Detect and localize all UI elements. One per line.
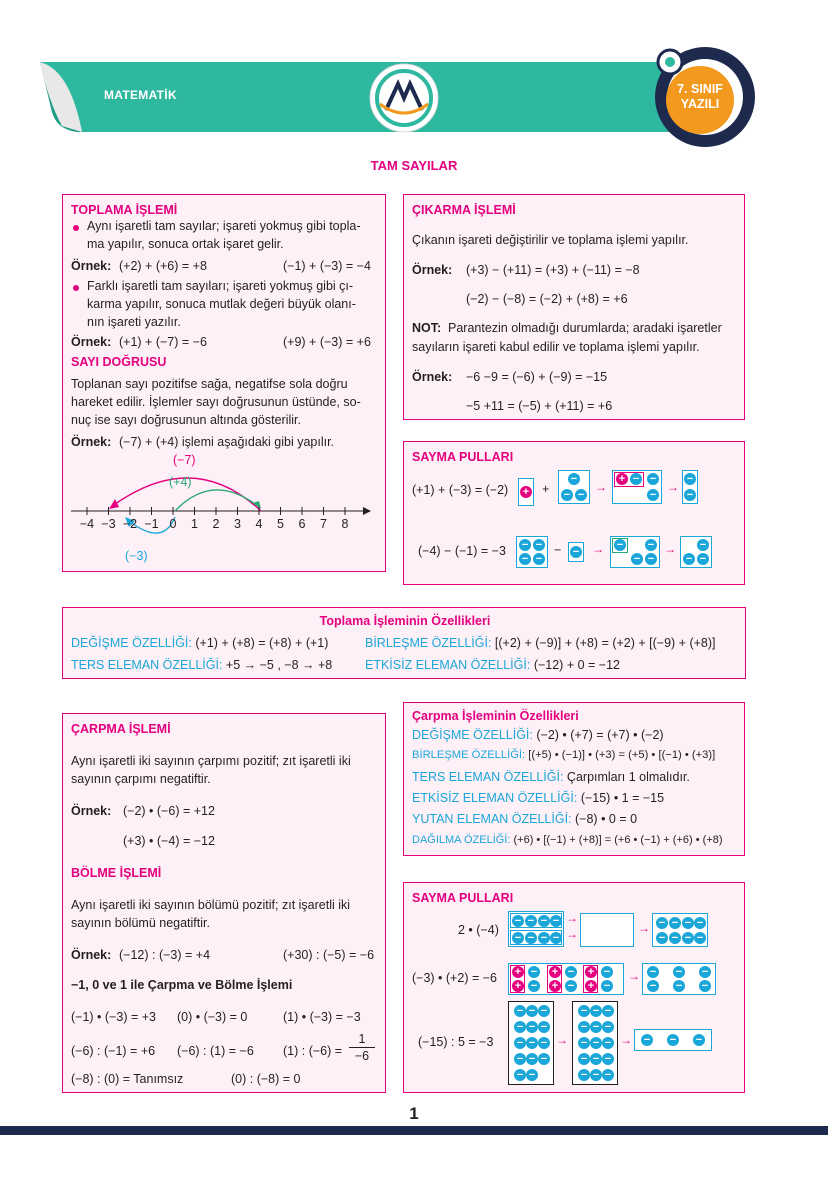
chip-box: − − − − − − − − − − − − − − − (572, 1001, 618, 1085)
dagilma-label: DAĞILMA ÖZELİĞİ: (412, 834, 511, 846)
chip-box: + + − − + + − − + + − − (508, 963, 624, 995)
toplama-rule-2c: nın işareti yazılır. (87, 315, 181, 329)
chip-box: − − − − − − − − − − − − − − (508, 1001, 554, 1085)
degisme-value: (+1) + (+8) = (+8) + (+1) (195, 636, 329, 650)
sd-text-3: nuç ise sayı doğrusunun altında gösterilir. (71, 413, 301, 427)
etkisiz-label: ETKİSİZ ELEMAN ÖZELLİĞİ: (365, 658, 531, 672)
chip-box: − − − (558, 470, 590, 504)
carpma-rule-2: sayının çarpımı negatiftir. (71, 772, 211, 786)
dagilma-value: (+6) • [(−1) + (+8)] = (+6 • (−1) + (+6) • (+8) (513, 834, 723, 846)
arrow-icon: → (628, 969, 640, 983)
arc-plus4 (175, 490, 259, 511)
case-3b: (0) : (−8) = 0 (231, 1072, 301, 1086)
toplama-title: TOPLAMA İŞLEMİ (71, 203, 178, 217)
bolme-rule-1: Aynı işaretli iki sayının bölümü pozitif; zıt işaretli iki (71, 898, 351, 912)
chip-box: − − (682, 470, 698, 504)
page-number: 1 (409, 1104, 419, 1123)
sayma-pullari-1 (403, 441, 745, 585)
plus-sign: + (542, 482, 550, 496)
cikarma-example-1: (+3) − (+11) = (+3) + (−11) = −8 (466, 263, 640, 277)
example-label: Örnek: (71, 948, 112, 962)
chip-box: − − − − − − − − (652, 913, 708, 947)
toplama-section (62, 194, 386, 572)
chip-box: + − − − (612, 470, 662, 504)
arrow-icon: → (638, 921, 650, 935)
case-2b: (−6) : (1) = −6 (177, 1044, 254, 1058)
tick-label: −4 (79, 517, 95, 531)
sayma-eq-2: (−3) • (+2) = −6 (412, 971, 497, 985)
yutan-label: YUTAN ELEMAN ÖZELLİĞİ: (412, 812, 572, 826)
cikarma-example-2: (−2) − (−8) = (−2) + (+8) = +6 (466, 292, 628, 306)
sd-example: (−7) + (+4) işlemi aşağıdaki gibi yapılır. (119, 435, 335, 449)
example-label: Örnek: (71, 435, 112, 449)
tick-label: −2 (122, 517, 138, 531)
sayma-eq-3: (−15) : 5 = −3 (418, 1035, 494, 1049)
example-1a: (+2) + (+6) = +8 (119, 259, 207, 273)
carpma-title: ÇARPMA İŞLEMİ (71, 722, 171, 736)
degisme-value: (−2) • (+7) = (+7) • (−2) (536, 728, 664, 742)
special-cases-title: −1, 0 ve 1 ile Çarpma ve Bölme İşlemi (71, 978, 293, 992)
cikarma-example-3: −6 −9 = (−6) + (−9) = −15 (466, 370, 608, 384)
etkisiz-label: ETKİSİZ ELEMAN ÖZELLİĞİ: (412, 791, 578, 805)
bolme-example-1: (−12) : (−3) = +4 (119, 948, 211, 962)
birlesme-label: BİRLEŞME ÖZELLİĞİ: (412, 749, 526, 761)
badge-line2: YAZILI (680, 97, 720, 111)
toplama-rule-2a: Farklı işaretli tam sayıları; işareti yokmuş gibi çı- (87, 279, 354, 293)
empty-box (580, 913, 634, 947)
example-1b: (−1) + (−3) = −4 (283, 259, 371, 273)
bullet-1 (73, 225, 79, 231)
chip-box: − − − − (610, 536, 660, 568)
ters-value: +5 → −5 , −8 → +8 (225, 658, 333, 672)
carpma-example-1: (−2) • (−6) = +12 (123, 804, 215, 818)
minus-sign: − (554, 543, 562, 557)
arc-label-minus3: (−3) (125, 549, 148, 563)
etkisiz-value: (−12) + 0 = −12 (533, 658, 620, 672)
toplama-rule-2b: karma yapılır, sonuca mutlak değeri büyük olanı- (87, 297, 356, 311)
chip-box: + (518, 478, 534, 506)
arrow-icon: → (667, 480, 679, 494)
tick-label: 8 (341, 517, 349, 531)
birlesme-value: [(+2) + (−9)] + (+8) = (+2) + [(−9) + (+8)] (494, 636, 716, 650)
arrow-icon: → (566, 927, 578, 941)
carpma-example-2: (+3) • (−4) = −12 (123, 834, 215, 848)
example-2b: (+9) + (−3) = +6 (283, 335, 371, 349)
sayma-eq-1: (+1) + (−3) = (−2) (412, 483, 509, 497)
chip-box: − − − − (516, 536, 548, 568)
case-1a: (−1) • (−3) = +3 (71, 1010, 156, 1024)
note-line-1: Parantezin olmadığı durumlarda; aradaki işaretler (448, 321, 722, 335)
carpma-ozellikleri (403, 702, 745, 856)
toplama-rule-1b: ma yapılır, sonuca ortak işaret gelir. (87, 237, 284, 251)
chip-box: − − − − − − (642, 963, 716, 995)
birlesme-label: BİRLEŞME ÖZELLİĞİ: (365, 636, 492, 650)
cikarma-example-4: −5 +11 = (−5) + (+11) = +6 (466, 399, 613, 413)
ters-label: TERS ELEMAN ÖZELLİĞİ: (412, 770, 564, 784)
fraction (349, 1032, 375, 1063)
case-1c: (1) • (−3) = −3 (283, 1010, 361, 1024)
tick-label: −3 (101, 517, 116, 531)
example-2a: (+1) + (−7) = −6 (119, 335, 207, 349)
toplama-rule-1a: Aynı işaretli tam sayılar; işareti yokmuş gibi topla- (87, 219, 361, 233)
fraction-denominator: −6 (354, 1049, 370, 1063)
note-label: NOT: (412, 321, 442, 335)
sayma-eq-1: 2 • (−4) (458, 923, 499, 937)
yutan-value: (−8) • 0 = 0 (575, 812, 638, 826)
tick-label: 7 (320, 517, 327, 531)
ters-value: Çarpımları 1 olmalıdır. (566, 770, 690, 784)
cikarma-title: ÇIKARMA İŞLEMİ (412, 203, 516, 217)
page-title: TAM SAYILAR (370, 158, 458, 173)
case-3a: (−8) : (0) = Tanımsız (71, 1072, 184, 1086)
tick-label: 3 (234, 517, 241, 531)
badge-line1: 7. SINIF (677, 82, 723, 96)
etkisiz-value: (−15) • 1 = −15 (580, 791, 665, 805)
tick-label: −1 (144, 517, 159, 531)
tick-label: 6 (298, 517, 306, 531)
sd-text-2: hareket edilir. İşlemler sayı doğrusunun üstünde, so- (71, 395, 361, 409)
chip-box: − − − (634, 1029, 712, 1051)
note-line-2: sayıların işareti kabul edilir ve toplama işlemi yapılır. (412, 340, 700, 354)
arrow-icon: → (620, 1033, 632, 1047)
sayma-pullari-2 (403, 882, 745, 1093)
chip-box: − (568, 542, 584, 562)
degisme-label: DEĞİŞME ÖZELLİĞİ: (412, 728, 533, 742)
chip-box: − − − (680, 536, 712, 568)
case-1b: (0) • (−3) = 0 (177, 1010, 248, 1024)
toplama-ozellik-title: Toplama İşleminin Özellikleri (319, 614, 491, 628)
ters-label: TERS ELEMAN ÖZELLİĞİ: (71, 658, 223, 672)
footer-bar (0, 1126, 828, 1135)
carpma-section (62, 713, 386, 1093)
tick-label: 1 (191, 517, 198, 531)
toplama-ozellikleri (62, 607, 746, 679)
carpma-ozellik-title: Çarpma İşleminin Özellikleri (412, 709, 579, 723)
example-label: Örnek: (412, 263, 453, 277)
header-graphic (0, 0, 828, 160)
tick-label: 5 (277, 517, 284, 531)
sayma-eq-2: (−4) − (−1) = −3 (418, 544, 506, 558)
case-2c: (1) : (−6) = (283, 1044, 343, 1058)
example-label: Örnek: (412, 370, 453, 384)
tick-label: 2 (212, 517, 220, 531)
fraction-numerator: 1 (358, 1032, 366, 1046)
example-label: Örnek: (71, 259, 112, 273)
number-line (63, 451, 387, 567)
bolme-example-2: (+30) : (−5) = −6 (283, 948, 375, 962)
chip-box: − − − − − − − − (508, 911, 564, 947)
arrow-icon: → (566, 911, 578, 925)
birlesme-value: [(+5) • (−1)] • (+3) = (+5) • [(−1) • (+3)] (528, 749, 716, 761)
cikarma-section (403, 194, 745, 420)
sd-text-1: Toplanan sayı pozitifse sağa, negatifse sola doğru (71, 377, 348, 391)
arc-label-plus4: (+4) (169, 475, 192, 489)
degisme-label: DEĞİŞME ÖZELLİĞİ: (71, 636, 192, 650)
carpma-rule-1: Aynı işaretli iki sayının çarpımı pozitif; zıt işaretli iki (71, 754, 351, 768)
case-2a: (−6) : (−1) = +6 (71, 1044, 156, 1058)
arrow-icon: → (556, 1033, 568, 1047)
arrow-icon: → (664, 542, 676, 556)
sayma-title: SAYMA PULLARI (412, 891, 514, 905)
grade-badge (666, 82, 734, 112)
arrow-icon: → (595, 480, 607, 494)
example-label: Örnek: (71, 804, 112, 818)
arrow-icon: → (592, 542, 604, 556)
example-label: Örnek: (71, 335, 112, 349)
subject-label: MATEMATİK (104, 88, 177, 102)
bolme-rule-2: sayının bölümü negatiftir. (71, 916, 210, 930)
cikarma-rule: Çıkanın işareti değiştirilir ve toplama işlemi yapılır. (412, 233, 689, 247)
bullet-2 (73, 285, 79, 291)
sayi-dogrusu-title: SAYI DOĞRUSU (71, 355, 167, 369)
tick-label: 0 (169, 517, 177, 531)
sayma-title: SAYMA PULLARI (412, 450, 514, 464)
tick-label: 4 (255, 517, 263, 531)
arc-label-minus7: (−7) (173, 453, 196, 467)
bolme-title: BÖLME İŞLEMİ (71, 866, 162, 880)
